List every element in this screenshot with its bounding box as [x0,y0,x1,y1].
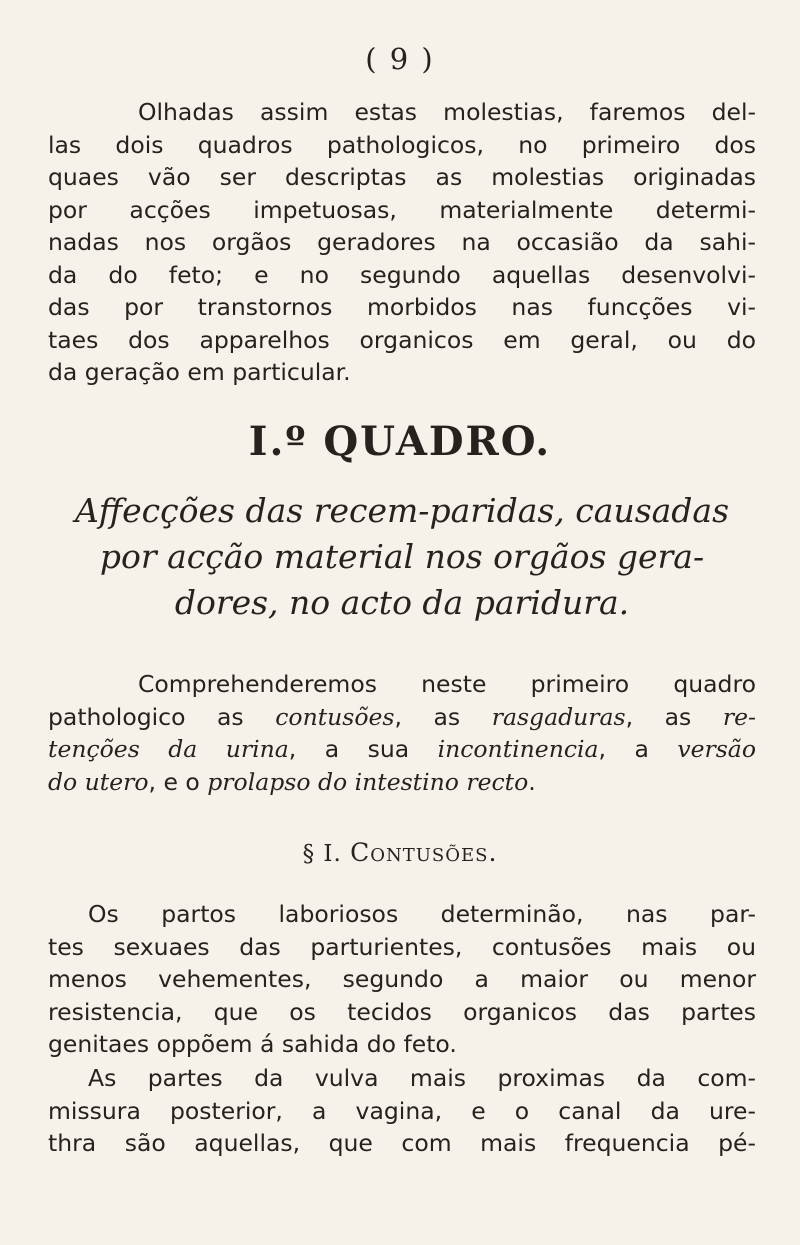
subtitle-line: dores, no acto da paridura. [174,583,630,622]
italic-term: contusões [275,702,395,731]
subtitle-line: por acção material nos orgãos gera- [99,537,705,576]
text-span: pathologico as [48,702,244,731]
text-line: Comprehenderemos neste primeiro quadro [138,670,756,698]
text-span: , e o [148,767,200,796]
paragraph-2 [48,898,756,1061]
italic-term: re- [722,702,756,731]
italic-term: prolapso do intestino recto [207,767,529,796]
text-line: resistencia, que os tecidos organicos das partes [48,997,756,1026]
text-line: da do feto; e no segundo aquellas desenvolvi- [48,260,756,289]
text-line [48,733,756,766]
text-span: , a sua [288,735,410,763]
text-line [48,701,756,734]
text-line: das por transtornos morbidos nas funcções vi- [48,293,756,321]
text-span: , as [394,702,461,731]
italic-term: tenções da urina [48,735,289,763]
section-name: Contusões. [350,838,498,867]
text-span: . [528,767,536,796]
text-line [48,766,756,799]
text-line: nadas nos orgãos geradores na occasião da sahi- [48,228,756,256]
text-span: , a [598,735,649,763]
section-subtitle [48,488,756,626]
text-line: Os partos laboriosos determinão, nas par- [88,900,756,928]
italic-term: do utero [48,767,149,796]
text-line: genitaes oppõem á sahida do feto. [48,1030,457,1058]
italic-term: rasgaduras [491,702,626,731]
text-line: As partes da vulva mais proximas da com- [88,1064,756,1092]
text-line: tes sexuaes das parturientes, contusões mais ou [48,932,756,961]
text-line: quaes vão ser descriptas as molestias originadas [48,163,756,191]
subtitle-line: Affecções das recem-paridas, causadas [74,491,730,530]
paragraph-3 [48,1062,756,1160]
text-line: las dois quadros pathologicos, no primeiro dos [48,130,756,159]
text-line: da geração em particular. [48,358,351,386]
text-line: missura posterior, a vagina, e o canal da ure- [48,1096,756,1125]
subsection-title [0,838,800,867]
page-number: ( 9 ) [365,42,435,76]
text-line: taes dos apparelhos organicos em geral, ou do [48,325,756,354]
text-line: por acções impetuosas, materialmente determi- [48,195,756,224]
paragraph-1 [48,668,756,798]
section-heading: I.º QUADRO. [248,418,552,465]
text-span: , as [625,702,692,731]
italic-term: incontinencia [437,735,599,763]
intro-paragraph [48,96,756,389]
text-line: Olhadas assim estas molestias, faremos del- [138,98,756,126]
text-line: menos vehementes, segundo a maior ou menor [48,965,756,993]
section-number: § I. [302,841,342,867]
text-line: thra são aquellas, que com mais frequencia pé- [48,1129,756,1157]
italic-term: versão [677,735,756,763]
